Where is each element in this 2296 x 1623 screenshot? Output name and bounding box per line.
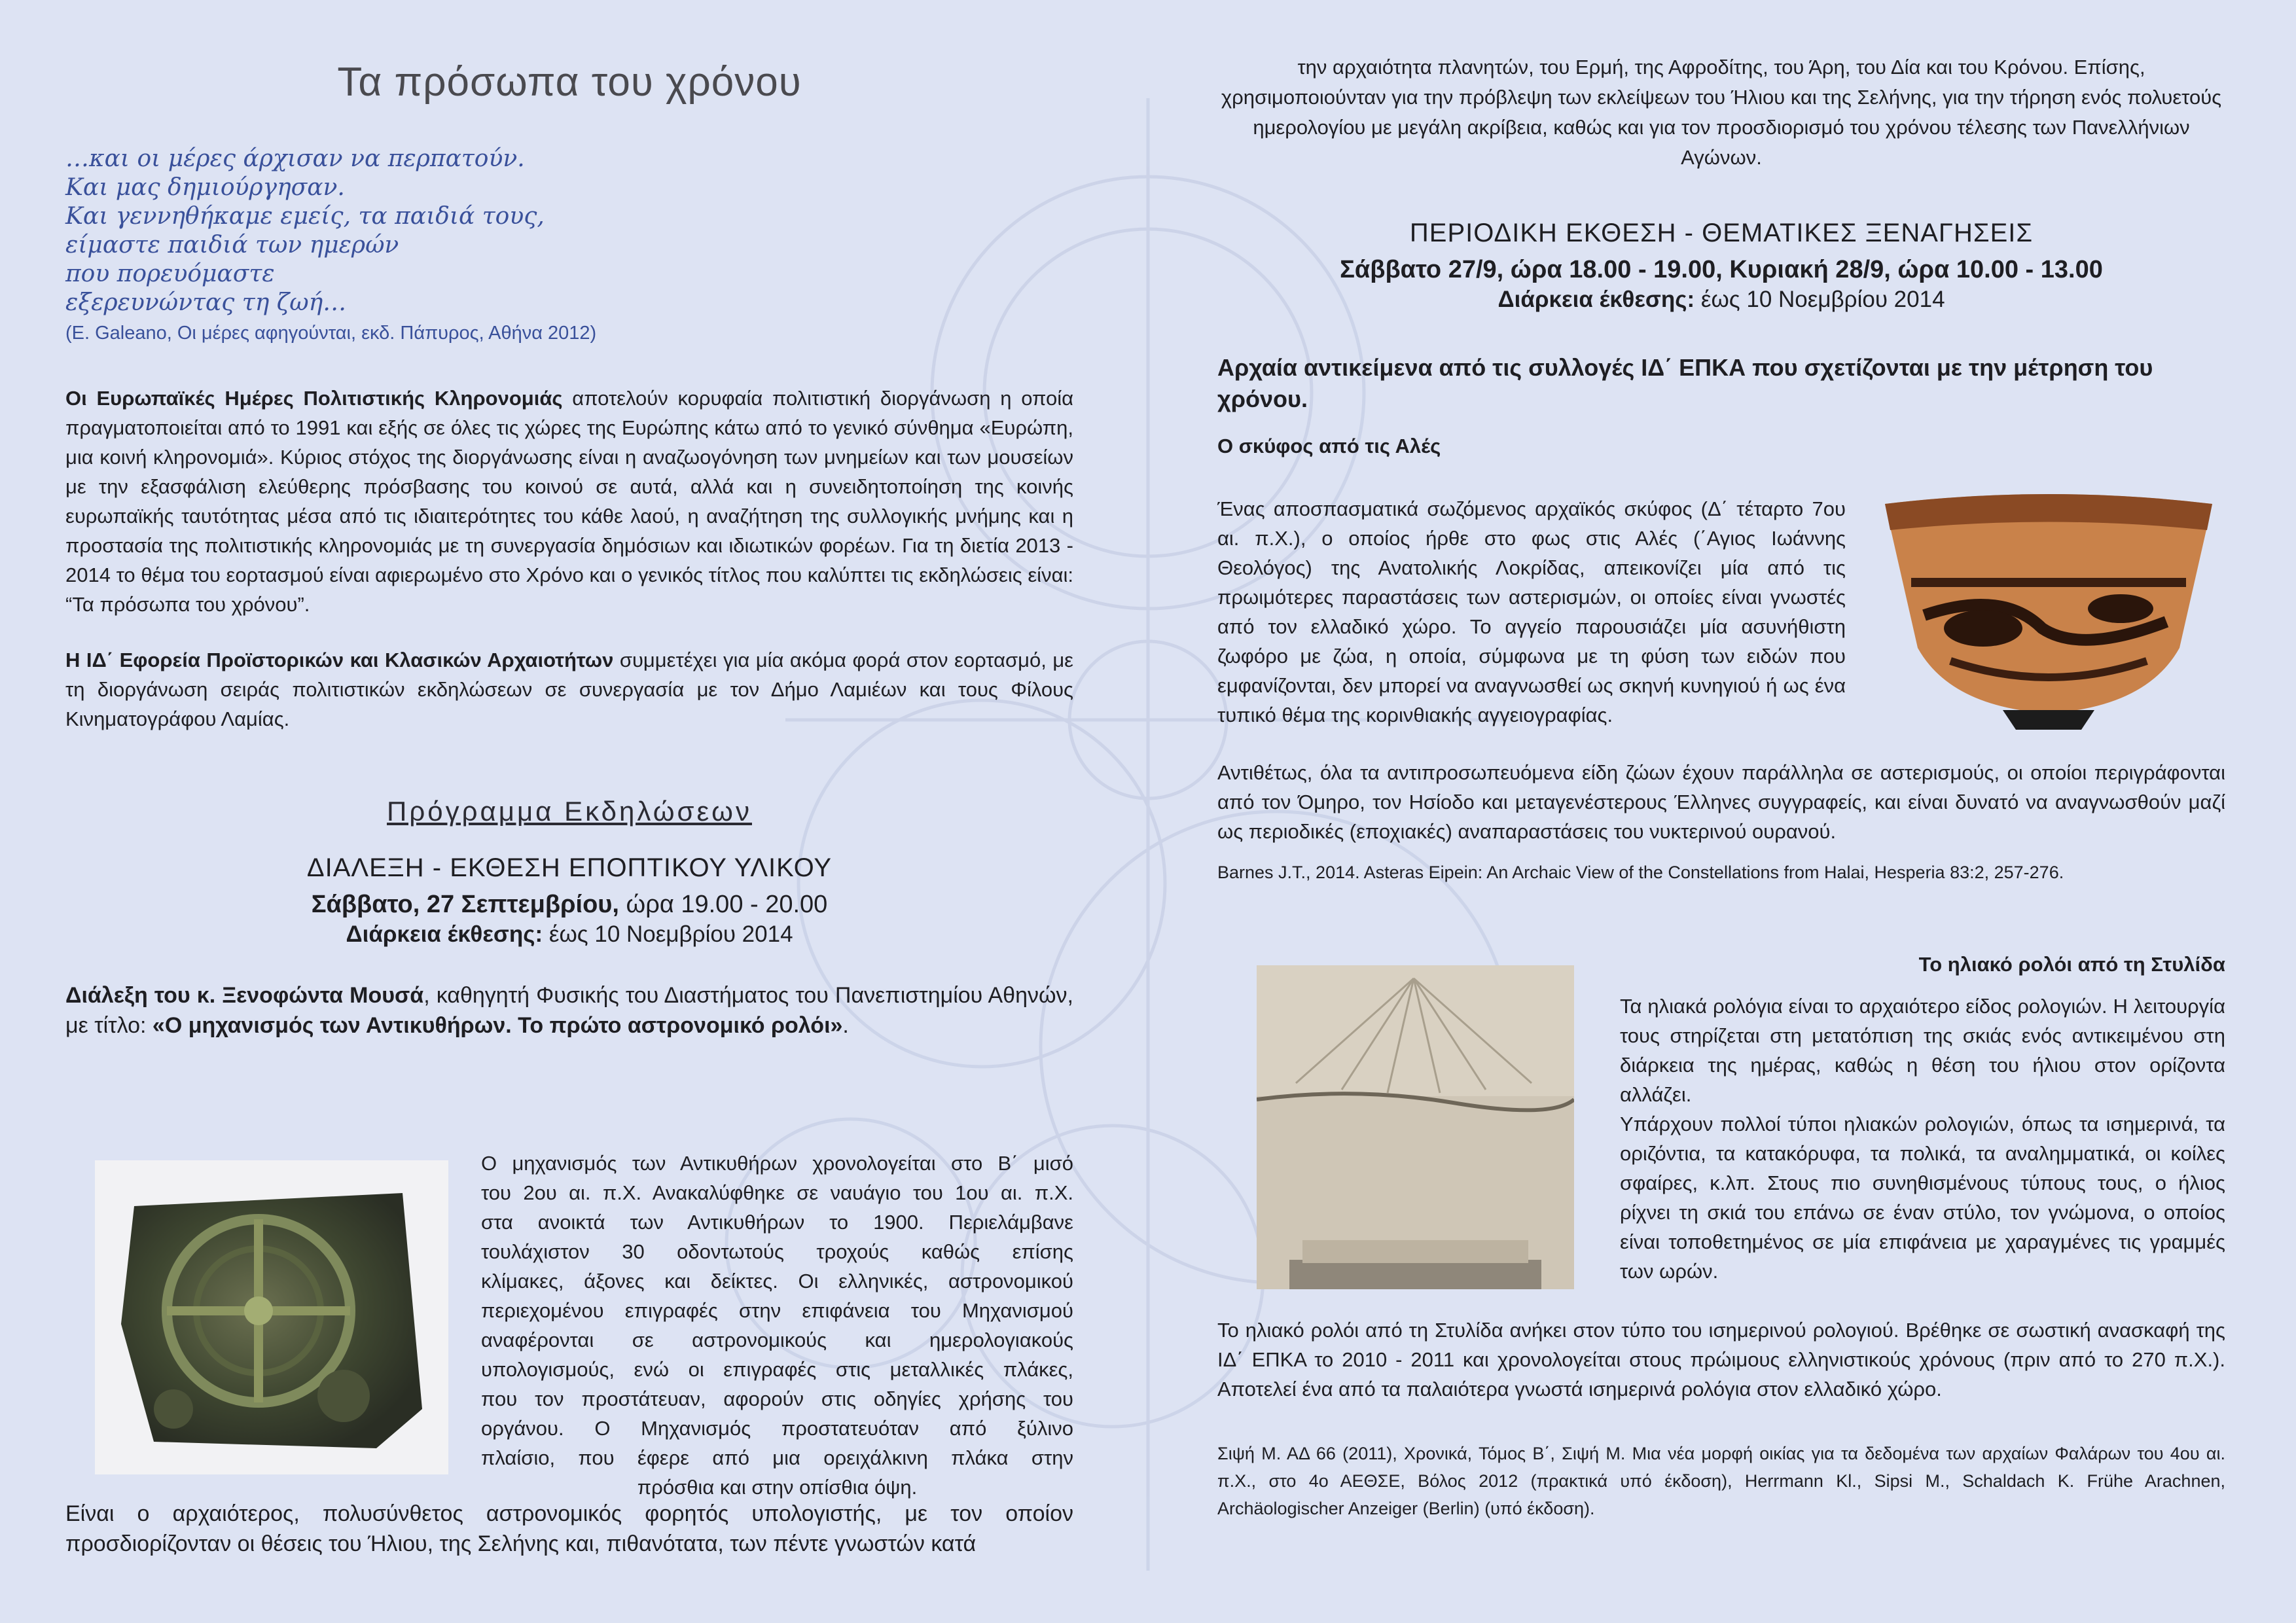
lecture-paragraph [65,980,1073,1041]
poem-block [65,145,1073,344]
poem-line: που πορευόμαστε [65,260,275,287]
sundial-text-block-2 [1217,1315,2225,1522]
skyphos-text-block-2 [1217,758,2225,885]
mech-line: τουλάχιστον 30 οδοντωτούς τροχούς καθώς επίσης [481,1240,1073,1263]
event1-duration-value: έως 10 Νοεμβρίου 2014 [543,921,793,947]
poem-line: είμαστε παιδιά των ημερών [65,232,399,259]
poem-citation: (E. Galeano, Οι μέρες αφηγούνται, εκδ. Πάπυρος, Αθήνα 2012) [65,323,597,344]
event1-time: ώρα 19.00 - 20.00 [619,891,828,918]
skyphos-reference: Barnes J.T., 2014. Asteras Eipein: An Archaic View of the Constellations from Halai, Hesperia 83:2, 257-276. [1217,863,2064,882]
intro-bold: Οι Ευρωπαϊκές Ημέρες Πολιτιστικής Κληρονομιάς [65,387,563,410]
intro-paragraph-2 [65,645,1073,734]
lecture-end: . [842,1013,849,1038]
mech-line: οργάνου. Ο Μηχανισμός προστατευόταν από ξύλινο [481,1417,1073,1440]
poem-line: Και γεννηθήκαμε εμείς, τα παιδιά τους, [65,203,545,230]
intro-paragraph-1 [65,383,1073,619]
skyphos-text: Ένας αποσπασματικά σωζόμενος αρχαϊκός σκύφος (Δ΄ τέταρτο 7ου αι. π.Χ.), ο οποίος ήρθε στο φως στις Αλές (΄Αγιος Ιωάννης Θεολόγος) της Ανατολικής Λοκρίδας, απεικονίζει μία από τις πρωιμότερες παραστάσεις των αστερισμών, οι οποίες είναι γνωστές από τον ελλαδικό χώρο. Το αγγείο παρουσιάζει μία ασυνήθιστη ζωφόρο με ζώα, η οποία, σύμφωνα με τη φύση των ειδών που εμφανίζονται, δεν μπορεί να αναγνωσθεί ως σκηνή κυνηγιού ή ως ένα τυπικό θέμα της κορινθιακής αγγειογραφίας. [1217,497,1846,726]
mech-tail-text: Είναι ο αρχαιότερος, πολυσύνθετος αστρονομικός φορητός υπολογιστής, με τον οποίον προσδιορίζονταν οι θέσεις του Ήλιου, της Σελήνης και, πιθανότατα, των πέντε γνωστών κατά [65,1501,1073,1556]
sundial-reference: Σιψή Μ. ΑΔ 66 (2011), Χρονικά, Τόμος Β΄, Σιψή Μ. Μια νέα μορφή οικίας για τα δεδομένα των αρχαίων Φαλάρων του 4ου αι. π.Χ., στο 4ο ΑΕΘΣΕ, Βόλος 2012 (πρακτικά υπό έκδοση), Herrmann Kl., Sipsi M., Schaldach K. Frühe Arachnen, Archäologischer Anzeiger (Berlin) (υπό έκδοση). [1217,1444,2225,1518]
event2-duration [1217,287,2225,313]
mech-line: κλίμακες, άξονες και δείκτες. Οι ελληνικές, αστρονομικού [481,1270,1073,1293]
poem-line: Και μας δημιούργησαν. [65,174,345,201]
skyphos-text-2: Αντιθέτως, όλα τα αντιπροσωπευόμενα είδη ζώων έχουν παράλληλα σε αστερισμούς, οι οποίοι περιγράφονται από τον Όμηρο, τον Ησίοδο και μεταγενέστερους Έλληνες συγγραφείς, και είναι δυνατό να αναγνωσθούν μαζί ως περιοδικές (εποχιακές) αναπαραστάσεις του νυκτερινού ουρανού. [1217,761,2225,843]
ephorate-text: συμμετέχει για μία ακόμα φορά στον εορτασμό, με τη διοργάνωση σειράς πολιτιστικών εκδηλώσεων σε συνεργασία με τον Δήμο Λαμιέων και τους Φίλους Κινηματογράφου Λαμίας. [65,649,1073,730]
mech-line: υπολογισμούς, ενώ οι επιγραφές στις μεταλλικές πλάκες, [481,1358,1073,1381]
sundial-text-3: Το ηλιακό ρολόι από τη Στυλίδα ανήκει στον τύπο του ισημερινού ρολογιού. Βρέθηκε σε σωστική ανασκαφή της ΙΔ΄ ΕΠΚΑ το 2010 - 2011 και χρονολογείται στους πρώιμους ελληνιστικούς χρόνους (πριν από το 270 π.Χ.). Αποτελεί ένα από τα παλαιότερα γνωστά ισημερινά ρολόγια στον ελλαδικό χώρο. [1217,1319,2225,1400]
skyphos-heading: Ο σκύφος από τις Αλές [1217,435,1441,457]
event2-duration-value: έως 10 Νοεμβρίου 2014 [1695,287,1945,312]
ephorate-bold: Η ΙΔ΄ Εφορεία Προϊστορικών και Κλασικών Αρχαιοτήτων [65,649,614,671]
event1-duration-label: Διάρκεια έκθεσης: [346,921,543,947]
left-column [65,52,1073,1041]
mech-line: περιεχομένου επιγραφές στην επιφάνεια του Μηχανισμού [481,1299,1073,1322]
lecturer-bold: Διάλεξη του κ. Ξενοφώντα Μουσά [65,983,424,1008]
event2-title: ΠΕΡΙΟΔΙΚΗ ΕΚΘΕΣΗ - ΘΕΜΑΤΙΚΕΣ ΞΕΝΑΓΗΣΕΙΣ [1409,219,2034,247]
page-title: Τα πρόσωπα του χρόνου [337,60,802,105]
mech-line: πρόσθια και στην οπίσθια όψη. [637,1476,918,1499]
mech-line: στα ανοικτά των Αντικυθήρων το 1900. Περιελάμβανε [481,1211,1073,1234]
intro-text: αποτελούν κορυφαία πολιτιστική διοργάνωση η οποία πραγματοποιείται από το 1991 και εξής σε όλες τις χώρες της Ευρώπης κάτω από το γενικό σύνθημα «Ευρώπη, μια κοινή κληρονομιά». Κύριος στόχος της διοργάνωσης είναι η αναζωογόνηση των μνημείων και των μουσείων με την εξασφάλιση ελεύθερης πρόσβασης του κοινού σε αυτά, αλλά και η συνειδητοποίηση της κοινής ευρωπαϊκής ταυτότητας μέσα από τις ιδιαιτερότητες του κάθε λαού, η αναζήτηση της συλλογικής μνήμης και η προστασία της πολιτιστικής κληρονομιάς με τη συνεργασία δημόσιων και ιδιωτικών φορέων. Για τη διετία 2013 - 2014 το θέμα του εορτασμού είναι αφιερωμένο στο Χρόνο και ο γενικός τίτλος που καλύπτει τις εκδηλώσεις είναι: “Τα πρόσωπα του χρόνου”. [65,387,1074,616]
mech-line: του 2ου αι. π.Χ. Ανακαλύφθηκε σε ναυάγιο του 1ου αι. π.Χ. [481,1181,1073,1204]
sundial-heading: Το ηλιακό ρολόι από τη Στυλίδα [1918,953,2225,976]
right-column [1217,52,2225,458]
sundial-text-2: Υπάρχουν πολλοί τύποι ηλιακών ρολογιών, όπως τα ισημερινά, τα οριζόντια, τα κατακόρυφα, τα πολικά, τα αναλημματικά, οι κοίλες σφαίρες, κ.λπ. Στους πιο συνηθισμένους τύπους τους, ο ήλιος ρίχνει τη σκιά του επάνω σε έναν στύλο, τον γνώμονα, ο οποίος είναι τοποθετημένος σε μία επιφάνεια με χαραγμένες τις γραμμές των ωρών. [1620,1113,2225,1283]
event1-day: Σάββατο, 27 Σεπτεμβρίου, [311,891,619,918]
mech-line: αναφέρονται σε αστρονομικούς και ημερολογιακούς [481,1329,1073,1351]
mechanism-text [481,1149,1073,1502]
antikythera-mechanism-image [95,1160,448,1474]
mech-line: πλαίσιο, που έφερε από μια ορειχάλκινη πλάκα στην [481,1446,1073,1469]
mechanism-tail [65,1499,1073,1559]
skyphos-image [1872,484,2225,733]
event2-when: Σάββατο 27/9, ώρα 18.00 - 19.00, Κυριακή 28/9, ώρα 10.00 - 13.00 [1340,256,2103,283]
poem-line: …και οι μέρες άρχισαν να περπατούν. [65,145,525,172]
mech-line: Ο μηχανισμός των Αντικυθήρων χρονολογείται στο Β΄ μισό [481,1152,1073,1175]
event1-duration [65,921,1073,948]
lecture-title-bold: «Ο μηχανισμός των Αντικυθήρων. Το πρώτο αστρονομικό ρολόι» [152,1013,843,1038]
mech-line: που τον προστάτευαν, αφορούν στις οδηγίες χρήσης του [481,1387,1073,1410]
event1-title: ΔΙΑΛΕΞΗ - ΕΚΘΕΣΗ ΕΠΟΠΤΙΚΟΥ ΥΛΙΚΟΥ [306,853,833,882]
continuation-paragraph: την αρχαιότητα πλανητών, του Ερμή, της Αφροδίτης, του Άρη, του Δία και του Κρόνου. Επίσης, χρησιμοποιούνταν για την πρόβλεψη των εκλείψεων του Ήλιου και της Σελήνης, για την τήρηση ενός πολυετούς ημερολογίου με μεγάλη ακρίβεια, καθώς και για τον προσδιορισμό του χρόνου τέλεσης των Πανελλήνιων Αγώνων. [1221,56,2222,169]
poem-line: εξερευνώντας τη ζωή… [65,289,347,316]
program-title: Πρόγραμμα Εκδηλώσεων [387,796,752,827]
event1-when [65,891,1073,919]
event2-duration-label: Διάρκεια έκθεσης: [1498,287,1695,312]
skyphos-text-block [1217,494,1846,730]
sundial-image [1257,965,1574,1289]
lecture-mid: , καθηγητή Φυσικής του Διαστήματος του Πανεπιστημίου Αθηνών, με τίτλο: [65,983,1073,1038]
objects-heading: Αρχαία αντικείμενα από τις συλλογές ΙΔ΄ ΕΠΚΑ που σχετίζονται με την μέτρηση του χρόνου. [1217,354,2153,412]
sundial-text-block [1620,991,2225,1286]
sundial-text-1: Τα ηλιακά ρολόγια είναι το αρχαιότερο είδος ρολογιών. Η λειτουργία τους στηρίζεται στη μετατόπιση της σκιάς ενός αντικειμένου στη διάρκεια της ημέρας, καθώς η θέση του ήλιου στον ορίζοντα αλλάζει. [1620,995,2225,1106]
